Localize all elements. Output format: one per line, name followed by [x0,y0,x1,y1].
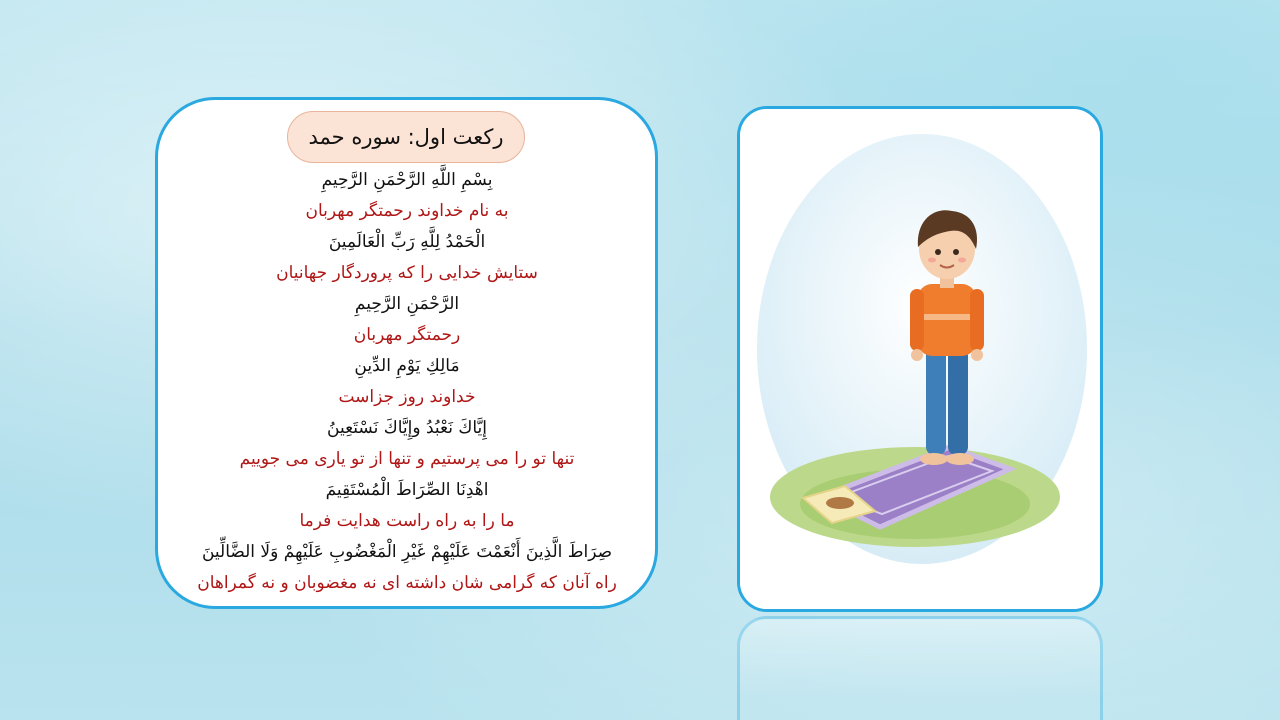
persian-translation-line: تنها تو را می پرستیم و تنها از تو یاری می جوییم [239,449,575,469]
persian-translation-line: ما را به راه راست هدایت فرما [299,511,515,531]
arabic-verse-line: صِرَاطَ الَّذِينَ أَنْعَمْتَ عَلَيْهِمْ غَيْرِ الْمَغْضُوبِ عَلَيْهِمْ وَلَا الضَّالِّينَ [201,542,613,562]
illustration-reflection [737,616,1103,720]
persian-translation-line: به نام خداوند رحمتگر مهربان [305,201,509,221]
persian-translation-line: رحمتگر مهربان [353,325,461,345]
praying-boy-icon [740,109,1100,609]
verse-list [160,165,654,599]
arabic-verse-line: الرَّحْمَنِ الرَّحِيمِ [354,294,460,314]
arabic-verse-line: بِسْمِ اللَّهِ الرَّحْمَنِ الرَّحِيمِ [321,170,493,190]
arabic-verse-line: الْحَمْدُ لِلَّهِ رَبِّ الْعَالَمِينَ [328,232,486,252]
arabic-verse-line: اهْدِنَا الصِّرَاطَ الْمُسْتَقِيمَ [325,480,489,500]
persian-translation-line: راه آنان که گرامی شان داشته ای نه مغضوبان و نه گمراهان [197,573,617,593]
arabic-verse-line: مَالِكِ يَوْمِ الدِّينِ [354,356,460,376]
arabic-verse-line: إِيَّاكَ نَعْبُدُ وإِيَّاكَ نَسْتَعِينُ [327,418,487,438]
slide-title: رکعت اول: سوره حمد [287,111,525,163]
persian-translation-line: ستایش خدایی را که پروردگار جهانیان [276,263,538,283]
persian-translation-line: خداوند روز جزاست [338,387,476,407]
illustration-card [737,106,1103,612]
